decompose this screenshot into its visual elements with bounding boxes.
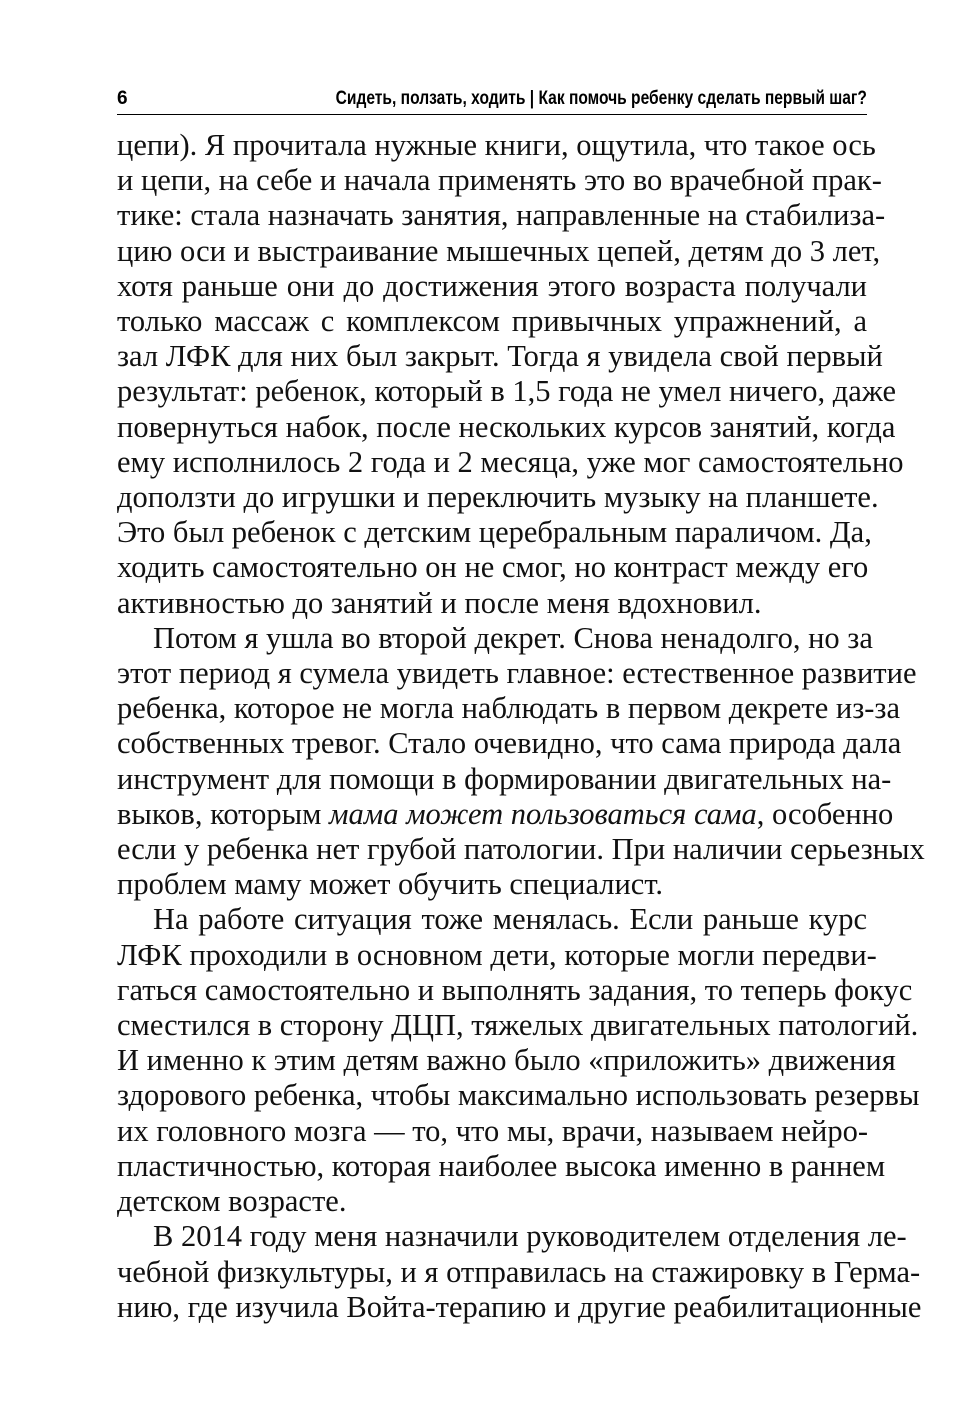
text-line: повернуться набок, после нескольких курсов занятий, когда <box>117 409 896 444</box>
text-line: пластичностью, которая наиболее высока именно в раннем <box>117 1148 886 1183</box>
text-line: ЛФК проходили в основном дети, которые могли передви- <box>117 937 877 972</box>
text-line: хотя раньше они до достижения этого возраста получали <box>117 268 867 303</box>
text-line: цепи). Я прочитала нужные книги, ощутила, что такое ось <box>117 128 876 162</box>
running-header <box>117 86 867 115</box>
text-line: ребенка, которое не могла наблюдать в первом декрете из-за <box>117 691 901 726</box>
text-line: гаться самостоятельно и выполнять задания, то теперь фокус <box>117 972 913 1007</box>
text-line: этот период я сумела увидеть главное: естественное развитие <box>117 656 917 691</box>
text-line: Это был ребенок с детским церебральным параличом. Да, <box>117 515 872 550</box>
paragraph-4 <box>117 1219 922 1325</box>
text-line: здорового ребенка, чтобы максимально использовать резервы <box>117 1078 920 1113</box>
text-line: если у ребенка нет грубой патологии. При наличии серьезных <box>117 832 925 867</box>
text-fragment: , особенно <box>756 796 894 831</box>
emphasized-phrase: мама может пользоваться сама <box>329 796 757 831</box>
text-fragment: выков, которым <box>117 796 330 831</box>
text-line: только массаж с комплексом привычных упражнений, а <box>117 304 867 339</box>
text-line: сместился в сторону ДЦП, тяжелых двигательных патологий. <box>117 1008 919 1043</box>
text-line: Потом я ушла во второй декрет. Снова ненадолго, но за <box>153 620 873 655</box>
paragraph-2 <box>117 620 925 903</box>
text-line-with-emphasis <box>117 796 894 832</box>
text-line: проблем маму может обучить специалист. <box>117 867 663 902</box>
text-line: В 2014 году меня назначили руководителем отделения ле- <box>153 1219 907 1254</box>
text-line: цию оси и выстраивание мышечных цепей, детям до 3 лет, <box>117 233 881 268</box>
text-line: инструмент для помощи в формировании двигательных на- <box>117 761 892 796</box>
text-line: тике: стала назначать занятия, направленные на стабилиза- <box>117 198 886 233</box>
text-line: нию, где изучила Войта-терапию и другие реабилитационные <box>117 1289 922 1324</box>
text-line: и цепи, на себе и начала применять это во врачебной прак- <box>117 163 882 198</box>
text-line: чебной физкультуры, и я отправилась на стажировку в Герма- <box>117 1254 921 1289</box>
paragraph-3 <box>117 902 920 1219</box>
body-text <box>117 128 925 1325</box>
page-number: 6 <box>117 88 128 109</box>
text-line: ему исполнилось 2 года и 2 месяца, уже мог самостоятельно <box>117 444 904 479</box>
running-title: Сидеть, ползать, ходить | Как помочь ребенку сделать первый шаг? <box>335 88 867 109</box>
text-line: их головного мозга — то, что мы, врачи, называем нейро- <box>117 1113 868 1148</box>
text-line: На работе ситуация тоже менялась. Если раньше курс <box>153 902 867 937</box>
text-line: активностью до занятий и после меня вдохновил. <box>117 585 762 620</box>
text-line: ходить самостоятельно он не смог, но контраст между его <box>117 550 869 585</box>
text-line: детском возрасте. <box>117 1184 347 1219</box>
text-line: зал ЛФК для них был закрыт. Тогда я увидела свой первый <box>117 339 883 374</box>
text-line: И именно к этим детям важно было «приложить» движения <box>117 1043 896 1078</box>
text-line: собственных тревог. Стало очевидно, что сама природа дала <box>117 726 902 761</box>
text-line: результат: ребенок, который в 1,5 года не умел ничего, даже <box>117 374 897 409</box>
text-line: доползти до игрушки и переключить музыку на планшете. <box>117 480 879 515</box>
paragraph-1 <box>117 128 904 621</box>
